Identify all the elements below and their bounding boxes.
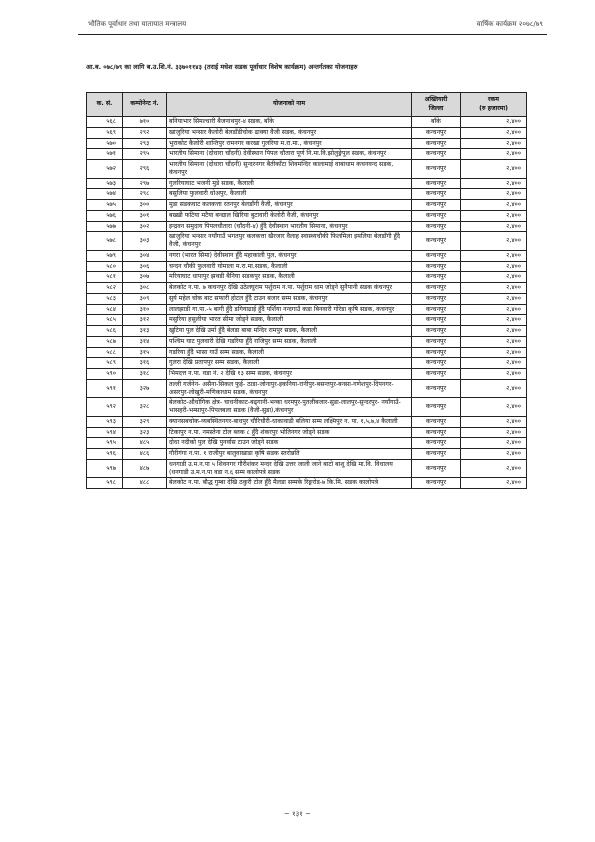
table-row [87, 232, 527, 251]
district-cell: कन्चनपुर [412, 250, 461, 261]
component-cell: ३२८ [123, 398, 167, 417]
serial-cell: ५८४ [87, 304, 123, 315]
amount-cell: २,४०० [461, 117, 527, 128]
amount-cell: २,४०० [461, 149, 527, 160]
component-cell: २९३ [123, 138, 167, 149]
project-name-cell: दोधा नदीको पुल देखि पुनर्वास टाउन जोड्ने सडक [167, 438, 412, 449]
table-row [87, 416, 527, 427]
component-cell: ४८६ [123, 449, 167, 460]
table-row [87, 379, 527, 398]
serial-cell: ५७६ [87, 210, 123, 221]
district-cell: कन्चनपुर [412, 369, 461, 380]
component-cell: ३०७ [123, 272, 167, 283]
table-row [87, 272, 527, 283]
table-row [87, 369, 527, 380]
district-cell: कन्चनपुर [412, 261, 461, 272]
table-row [87, 459, 527, 478]
serial-cell: ५६९ [87, 127, 123, 138]
district-cell: कन्चनपुर [412, 427, 461, 438]
header-district-line1: अख्तियारी [424, 96, 448, 104]
component-cell: ३०८ [123, 283, 167, 294]
component-cell: ३१३ [123, 326, 167, 337]
project-name-cell: भिमदत्त न.पा. वडा नं. २ देखि १३ सम्म सडक, कंचनपुर [167, 369, 412, 380]
district-cell: कन्चनपुर [412, 149, 461, 160]
project-name-cell: तल्ली गर्जनेन- असैना-सिकल फुई- ठाडा-जोनापुर-इकनिया-रानीपुर-बसन्तपुर-बनसा-गणेशपुर-दिपनगर-असरपुर-लोखुरी-मणिकाधाम सडक, कंचनपुर [167, 379, 412, 398]
district-cell: कन्चनपुर [412, 438, 461, 449]
header-amount-line2: (रु हजारमा) [479, 104, 508, 112]
component-cell: ३०४ [123, 250, 167, 261]
district-cell: कन्चनपुर [412, 127, 461, 138]
table-row [87, 210, 527, 221]
amount-cell: २,४०० [461, 138, 527, 149]
district-cell: कन्चनपुर [412, 189, 461, 200]
serial-cell: ५७३ [87, 178, 123, 189]
table-row [87, 200, 527, 211]
project-name-cell: मसुरिया हसुलीया भारत सीमा जोड्ने सडक, कैलाली [167, 315, 412, 326]
project-name-cell: इन्द्रवन समुदाय पिपलचौतारा (चाँदनी-४) हुँदै देवीस्थान भारतीय सिमाना, कंचनपुर [167, 221, 412, 232]
project-name-cell: गौरीगंगा न.पा. १ राजीपुर बालुवाखाडा कृषि सडक स्तरोन्नति [167, 449, 412, 460]
district-cell: कन्चनपुर [412, 272, 461, 283]
amount-cell: २,४०० [461, 160, 527, 179]
table-row [87, 326, 527, 337]
serial-cell: ५८३ [87, 293, 123, 304]
serial-cell: ५८१ [87, 272, 123, 283]
serial-cell: ५९८ [87, 478, 123, 489]
component-cell: ३०१ [123, 210, 167, 221]
amount-cell: २,४०० [461, 283, 527, 294]
project-name-cell: गुलरियाघाट भजनी मुडे सडक, कैलाली [167, 178, 412, 189]
component-cell: ३०० [123, 200, 167, 211]
component-cell: ३२७ [123, 379, 167, 398]
project-name-cell: गडरिया हुँदै भासा गाउँ सम्म सडक, कैलाली [167, 347, 412, 358]
table-row [87, 127, 527, 138]
component-cell: ४८७ [123, 459, 167, 478]
component-cell: ३२३ [123, 427, 167, 438]
project-name-cell: बेलकोट न.पा. बौद्ध गुम्बा देखि ठकुरी टोल हुँदै मैलडा सम्मके रिङ्गरोड-७ कि.मि. सडक कालोपत्रे [167, 478, 412, 489]
project-name-cell: नगरा (भारत सिमा) देवीस्थान हुँदै महाकाली पुल, कंचनपुर [167, 250, 412, 261]
serial-cell: ५७० [87, 138, 123, 149]
district-cell: कन्चनपुर [412, 283, 461, 294]
table-row [87, 221, 527, 232]
table-row [87, 117, 527, 128]
component-cell: ३१८ [123, 369, 167, 380]
district-cell: कन्चनपुर [412, 138, 461, 149]
table-row [87, 347, 527, 358]
amount-cell: २,४०० [461, 221, 527, 232]
district-cell: कन्चनपुर [412, 398, 461, 417]
table-row [87, 358, 527, 369]
component-cell: ३१० [123, 304, 167, 315]
header-district [412, 93, 461, 117]
district-cell: कन्चनपुर [412, 293, 461, 304]
page-number: ~ १३१ ~ [283, 810, 312, 818]
district-cell: कन्चनपुर [412, 315, 461, 326]
serial-cell: ५८२ [87, 283, 123, 294]
district-cell: कन्चनपुर [412, 160, 461, 179]
serial-cell: ५८७ [87, 336, 123, 347]
district-cell: कन्चनपुर [412, 416, 461, 427]
project-name-cell: बेलकोट न.पा. ७ कचनपुर देखि उठेलघुराम पर्शुराम न.पा. पर्शुराम धाम जोड्ने सुनैपानी सडक कंचनपुर [167, 283, 412, 294]
component-cell: २९८ [123, 189, 167, 200]
component-cell: २९२ [123, 127, 167, 138]
table-row [87, 178, 527, 189]
table-row [87, 138, 527, 149]
project-name-cell: खुटिया पुल देखि उर्मा हुँदै बेलडा बाबा मन्दिर रामपुर सडक, कैलाली [167, 326, 412, 337]
component-cell: ४८५ [123, 438, 167, 449]
header-district-line2: जिल्ला [428, 104, 444, 112]
district-cell: बाँके [412, 117, 461, 128]
district-cell: कन्चनपुर [412, 379, 461, 398]
amount-cell: २,४०० [461, 358, 527, 369]
district-cell: कन्चनपुर [412, 200, 461, 211]
serial-cell: ५८५ [87, 315, 123, 326]
amount-cell: २,४०० [461, 478, 527, 489]
serial-cell: ५६८ [87, 117, 123, 128]
amount-cell: २,४०० [461, 459, 527, 478]
district-cell: कन्चनपुर [412, 221, 461, 232]
component-cell: ३०९ [123, 293, 167, 304]
district-cell: कन्चनपुर [412, 478, 461, 489]
amount-cell: २,४०० [461, 178, 527, 189]
amount-cell: २,४०० [461, 398, 527, 417]
project-name-cell: गुलरा देखि प्रतापपुर सम्म सडक, कैलाली [167, 358, 412, 369]
amount-cell: २,४०० [461, 127, 527, 138]
district-cell: कन्चनपुर [412, 326, 461, 337]
ministry-header: भौतिक पूर्वाधार तथा यातायात मन्त्रालय [88, 20, 187, 28]
component-cell: ३१६ [123, 358, 167, 369]
project-name-cell: टिकापुर न.पा. नमस्तेना टोल ब्लक ८ हुँदै शंकरपुर भोतिनगर जोड्ने सडक [167, 427, 412, 438]
component-cell: ३०६ [123, 261, 167, 272]
component-cell: २९५ [123, 149, 167, 160]
component-cell: ३१२ [123, 315, 167, 326]
header-serial: क. सं. [87, 93, 123, 117]
district-cell: कन्चनपुर [412, 210, 461, 221]
project-name-cell: पश्चिम घाट पुलवारी देखि गडरिया हुँदै राजिपुर सम्म सडक, कैलाली [167, 336, 412, 347]
serial-cell: ५७२ [87, 160, 123, 179]
header-amount-line1: रकम [488, 96, 499, 104]
amount-cell: २,४०० [461, 210, 527, 221]
table-row [87, 293, 527, 304]
project-name-cell: बनियाभार सिमल्धारी बैजनाथपुर-४ सडक, बाँके [167, 117, 412, 128]
serial-cell: ५९० [87, 369, 123, 380]
project-name-cell: खाजुरिया भन्सार कैलोरी बेलडाँडीचोक ढाक्या वैजी सडक, कंचनपुर [167, 127, 412, 138]
program-header: वार्षिक कार्यक्रम २०७८/७९ [476, 20, 543, 28]
amount-cell: २,४०० [461, 336, 527, 347]
amount-cell: २,४०० [461, 315, 527, 326]
project-name-cell: भारतीय सिमाना (दोधारा चाँदनी) देवीस्थान पिपल चौतारा पूर्ण नि.मा.वि.झोलुङ्गेपुल सडक, कंचनपुर [167, 149, 412, 160]
district-cell: कन्चनपुर [412, 459, 461, 478]
table-row [87, 149, 527, 160]
serial-cell: ५७९ [87, 250, 123, 261]
table-row [87, 438, 527, 449]
project-name-cell: बख्खी फटिया मटैया बन्द्याल खिरिया बुटावारी केलोरी वैजी, कंचनपुर [167, 210, 412, 221]
amount-cell: २,४०० [461, 200, 527, 211]
table-row [87, 283, 527, 294]
district-cell: कन्चनपुर [412, 304, 461, 315]
serial-cell: ५७४ [87, 189, 123, 200]
table-row [87, 478, 527, 489]
amount-cell: २,४०० [461, 250, 527, 261]
serial-cell: ५९५ [87, 438, 123, 449]
table-caption: आ.ब. ०७८/७९ का लागि ब.उ.शि.नं. ३३७०११४३ (तराई मधेश सडक पूर्वाधार विशेष कार्यक्रम) अन्तर्गतका योजनाहरु [86, 63, 358, 71]
amount-cell: २,४०० [461, 326, 527, 337]
serial-cell: ५८६ [87, 326, 123, 337]
amount-cell: २,४०० [461, 427, 527, 438]
table-row [87, 250, 527, 261]
project-name-cell: लालझाडी गा.पा.-५ बागी हुँदै डगियाढाई हुँदै पर्शिया नन्दगाउँ कडा बिनवारी गोरेडा कृषि सडक, कचनपुर [167, 304, 412, 315]
project-name-cell: खाजुरिया भन्सार नयाँगाउँ भगतपुर कलकत्ता खैरजार वैलाह स्वास्थ्यचौकी फिलमिला इमलिया बेलडाँगी हुँदै वैजी, कंचनपुर [167, 232, 412, 251]
serial-cell: ५९४ [87, 427, 123, 438]
district-cell: कन्चनपुर [412, 347, 461, 358]
amount-cell: २,४०० [461, 449, 527, 460]
header-component: कम्पोनेन्ट नं. [123, 93, 167, 117]
amount-cell: २,४०० [461, 416, 527, 427]
serial-cell: ५९१ [87, 379, 123, 398]
serial-cell: ५७८ [87, 232, 123, 251]
component-cell: ७१० [123, 117, 167, 128]
project-name-cell: मुडा सडकघाट कलकत्ता रतनपुर बेलडाँगी वैजी, कंचनपुर [167, 200, 412, 211]
project-name-cell: सुर्य महेल चोक बाट सफारी होटल हुँदै टाउन बजार सम्म सडक, कंचनपुर [167, 293, 412, 304]
project-name-cell: बसुलिया फुलवारी धोअपुर, कैलाली [167, 189, 412, 200]
serial-cell: ५८० [87, 261, 123, 272]
table-row [87, 427, 527, 438]
table-row [87, 336, 527, 347]
component-cell: ४८८ [123, 478, 167, 489]
amount-cell: २,४०० [461, 272, 527, 283]
projects-table [86, 92, 527, 489]
table-row [87, 398, 527, 417]
district-cell: कन्चनपुर [412, 336, 461, 347]
table-body [87, 117, 527, 489]
component-cell: ३०३ [123, 232, 167, 251]
table-row [87, 304, 527, 315]
serial-cell: ५७१ [87, 149, 123, 160]
amount-cell: २,४०० [461, 293, 527, 304]
component-cell: २९६ [123, 160, 167, 179]
component-cell: ३१५ [123, 347, 167, 358]
amount-cell: २,४०० [461, 189, 527, 200]
project-name-cell: क्यानसबचोक-व्यबस्थितनगर-बाधपुर चौरिचौरी-धाकावाडी बलिया सम्म लक्ष्मिपुर न. पा. १,५,७,४ कैलाली [167, 416, 412, 427]
serial-cell: ५७७ [87, 221, 123, 232]
serial-cell: ५९२ [87, 398, 123, 417]
amount-cell: २,४०० [461, 379, 527, 398]
serial-cell: ५९६ [87, 449, 123, 460]
component-cell: ३२९ [123, 416, 167, 427]
serial-cell: ५८९ [87, 358, 123, 369]
serial-cell: ५९३ [87, 416, 123, 427]
header-amount [461, 93, 527, 117]
district-cell: कन्चनपुर [412, 358, 461, 369]
table-row [87, 189, 527, 200]
amount-cell: २,४०० [461, 261, 527, 272]
table-header-row [87, 93, 527, 117]
amount-cell: २,४०० [461, 347, 527, 358]
header-divider [78, 34, 547, 35]
serial-cell: ५८८ [87, 347, 123, 358]
project-name-cell: बेलकोट-औधोगिक क्षेत्र- चाधनीकाट-बढ्गानी-भन्का धरमपुर-पुतलीबजार-सुडा-लालपुर-सुन्दरपुर- नयाँगाउँ-भासहरी-भम्सापुर-पिपलबला सडक (वैजी-सुडा),कंचनपुर [167, 398, 412, 417]
component-cell: २९७ [123, 178, 167, 189]
project-name-cell: चन्दन चौकी फुलवारी घोमाला म.रा.मा.सडक, कैलाली [167, 261, 412, 272]
project-name-cell: भुराकोट कैलोरी शान्तिपुर रामनगर करखा गुलरिया म.रा.मा., कंचनपुर [167, 138, 412, 149]
component-cell: ३०२ [123, 221, 167, 232]
district-cell: कन्चनपुर [412, 178, 461, 189]
table-row [87, 160, 527, 179]
table-row [87, 449, 527, 460]
project-name-cell: भारतीय सिमाना (दोधारा चाँदनी) सुन्दरनगर बैतीकाँटा शिवमन्दिर कालामाई वाबाधाम कचनवन्द सडक, कंचनपुर [167, 160, 412, 179]
amount-cell: २,४०० [461, 369, 527, 380]
district-cell: कन्चनपुर [412, 232, 461, 251]
table-row [87, 315, 527, 326]
serial-cell: ५९७ [87, 459, 123, 478]
table-row [87, 261, 527, 272]
project-name-cell: धनगाडी उ.म.न.पा ५ शिवनगर गौरीशंकर मन्दर देखि उत्तर जाली जाने बाटो बाशु देखि मा.वि. विधालय (धनगाडी उ.म.न.पा वडा न.६ सम्म कालोपत्रे सडक [167, 459, 412, 478]
serial-cell: ५७५ [87, 200, 123, 211]
district-cell: कन्चनपुर [412, 449, 461, 460]
amount-cell: २,४०० [461, 304, 527, 315]
component-cell: ३१४ [123, 336, 167, 347]
amount-cell: २,४०० [461, 232, 527, 251]
project-name-cell: मरियाघाट धापापुर झक्डी बैनिया सडकपुर सडक, कैलाली [167, 272, 412, 283]
header-project-name: योजनाको नाम [167, 93, 412, 117]
amount-cell: २,४०० [461, 438, 527, 449]
